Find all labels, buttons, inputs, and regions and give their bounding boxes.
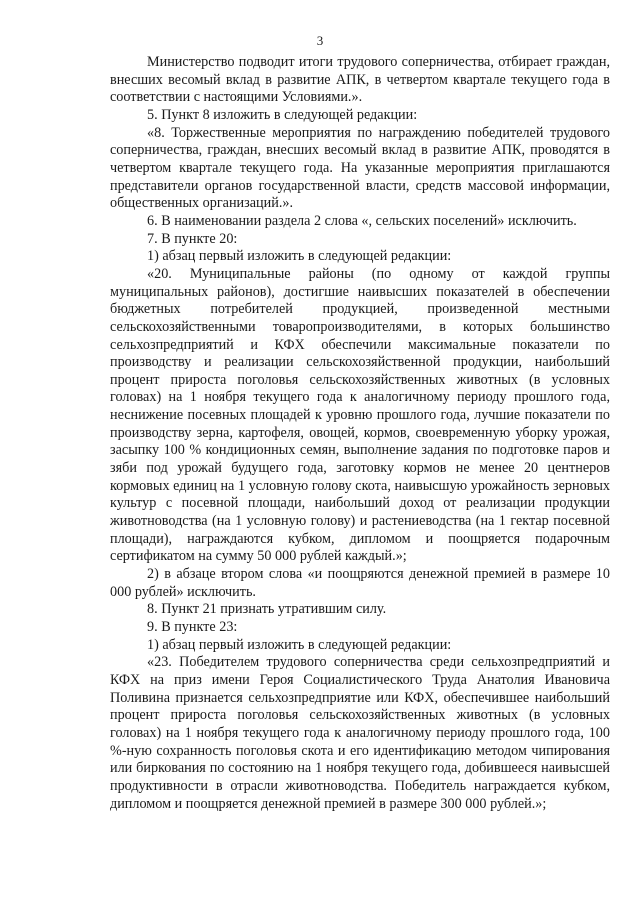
paragraph: 1) абзац первый изложить в следующей редакции: xyxy=(147,248,452,265)
paragraph: 2) в абзаце втором слова «и поощряются денежной премией в размере 10 000 рублей» исключить. xyxy=(110,566,610,600)
paragraph: 8. Пункт 21 признать утратившим силу. xyxy=(147,601,387,618)
paragraph: «23. Победителем трудового соперничества среди сельхозпредприятий и КФХ на приз имени Героя Социалистического Труда Анатолия Ивановича Поливина признается сельхозпредприятие или КФХ, обеспечившее наибольший процент прироста поголовья сельскохозяйственных животных (в условных головах) на 1 ноября текущего года к аналогичному периоду прошлого года, 100 %-ную сохранность поголовья скота и его идентификацию методом чипирования или биркования по состоянию на 1 ноября текущего года, добившееся наивысшей продуктивности в отрасли животноводства. Победитель награждается кубком, дипломом и поощряется денежной премией в размере 300 000 рублей.»; xyxy=(110,654,610,812)
paragraph: 7. В пункте 20: xyxy=(147,230,238,247)
page-number: 3 xyxy=(316,33,324,48)
paragraph: «20. Муниципальные районы (по одному от каждой группы муниципальных районов), достигшие наивысших показателей в обеспечении бюджетных потребителей продукцией, произведенной местными сельскохозяйственными товаропроизводителями, в которых большинство сельхозпредприятий и КФХ обеспечили максимальные показатели по производству и реализации сельскохозяйственной продукции, наибольший процент прироста поголовья сельскохозяйственных животных (в условных головах) на 1 ноября текущего года к аналогичному периоду прошлого года, неснижение посевных площадей к уровню прошлого года, лучшие показатели по производству зерна, картофеля, овощей, кормов, своевременную уборку урожая, засыпку 100 % кондиционных семян, выполнение задания по подготовке паров и зяби под урожай будущего года, заготовку кормов не менее 20 центнеров кормовых единиц на 1 условную голову скота, наивысшую урожайность зерновых культур с посевной площади, наибольший доход от реализации продукции животноводства (на 1 условную голову) и растениеводства (на 1 гектар посевной площади), награждаются кубком, дипломом и поощряется подарочным сертификатом на сумму 50 000 рублей каждый.»; xyxy=(110,265,610,565)
document-body xyxy=(110,54,610,813)
paragraph: Министерство подводит итоги трудового соперничества, отбирает граждан, внесших весомый вклад в развитие АПК, в четвертом квартале текущего года в соответствии с настоящими Условиями.». xyxy=(110,54,610,106)
paragraph: 6. В наименовании раздела 2 слова «, сельских поселений» исключить. xyxy=(147,212,577,229)
paragraph: «8. Торжественные мероприятия по награждению победителей трудового соперничества, граждан, внесших весомый вклад в развитие АПК, проводятся в четвертом квартале текущего года. На указанные мероприятия приглашаются представители органов государственной власти, средств массовой информации, общественных организаций.». xyxy=(110,124,610,212)
paragraph: 9. В пункте 23: xyxy=(147,619,238,635)
paragraph: 5. Пункт 8 изложить в следующей редакции: xyxy=(147,106,418,123)
paragraph: 1) абзац первый изложить в следующей редакции: xyxy=(147,636,452,653)
